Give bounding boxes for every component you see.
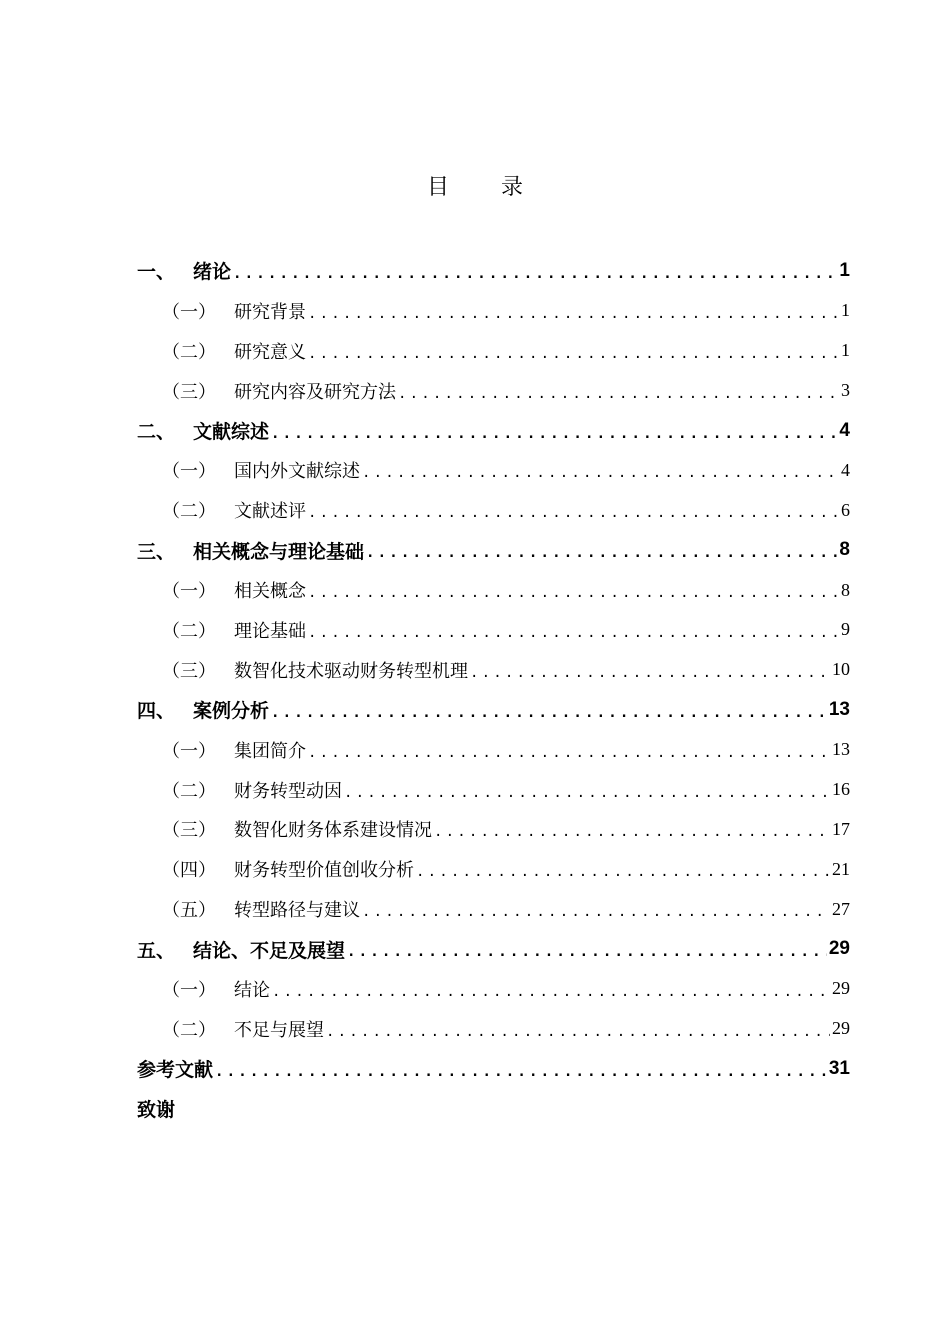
toc-dot-leader bbox=[308, 306, 839, 322]
toc-entry-page-number: 16 bbox=[832, 779, 850, 800]
toc-entry-label: 研究背景 bbox=[234, 301, 306, 323]
toc-entry-label: 致谢 bbox=[137, 1099, 176, 1122]
toc-entry-page-number: 6 bbox=[841, 499, 850, 520]
toc-entry-section[interactable] bbox=[137, 809, 850, 849]
toc-dot-leader bbox=[366, 545, 837, 561]
toc-entry-page-number: 9 bbox=[841, 619, 850, 640]
toc-entry-label: 相关概念 bbox=[234, 581, 306, 603]
toc-entry-number: （二） bbox=[162, 780, 216, 802]
toc-entry-label: 案例分析 bbox=[193, 700, 270, 723]
toc-entry-label: 相关概念与理论基础 bbox=[193, 540, 365, 563]
toc-dot-leader bbox=[308, 745, 830, 761]
toc-entry-label: 结论、不足及展望 bbox=[193, 939, 346, 962]
toc-entry-page-number: 29 bbox=[832, 978, 850, 999]
toc-entry-number: （一） bbox=[162, 740, 216, 762]
toc-entry-label: 结论 bbox=[234, 979, 270, 1001]
toc-entry-number: （三） bbox=[162, 660, 216, 682]
toc-entry-label: 研究内容及研究方法 bbox=[234, 381, 396, 403]
toc-entry-page-number: 1 bbox=[839, 259, 850, 281]
toc-entry-section[interactable] bbox=[137, 331, 850, 371]
toc-entry-section[interactable] bbox=[137, 610, 850, 650]
toc-entry-section[interactable] bbox=[137, 969, 850, 1009]
toc-dot-leader bbox=[308, 585, 839, 601]
toc-dot-leader bbox=[434, 824, 830, 840]
toc-entry-label: 集团简介 bbox=[234, 740, 306, 762]
toc-entry-number: （三） bbox=[162, 381, 216, 403]
toc-entry-label: 研究意义 bbox=[234, 341, 306, 363]
toc-entry-page-number: 13 bbox=[828, 698, 850, 720]
toc-entry-number: （一） bbox=[162, 461, 216, 483]
toc-dot-leader bbox=[362, 465, 839, 481]
toc-entry-section[interactable] bbox=[137, 770, 850, 810]
toc-entry-label: 国内外文献综述 bbox=[234, 461, 360, 483]
toc-dot-leader bbox=[233, 266, 837, 282]
toc-entry-number: （一） bbox=[162, 301, 216, 323]
toc-entry-section[interactable] bbox=[137, 490, 850, 530]
toc-dot-leader bbox=[344, 785, 830, 801]
toc-entry-section[interactable] bbox=[137, 1009, 850, 1049]
toc-entry-page-number: 17 bbox=[832, 818, 850, 839]
toc-dot-leader bbox=[470, 665, 830, 681]
toc-entry-label: 转型路径与建议 bbox=[234, 900, 360, 922]
toc-dot-leader bbox=[308, 505, 839, 521]
toc-dot-leader bbox=[362, 904, 830, 920]
toc-entry-label: 数智化技术驱动财务转型机理 bbox=[234, 660, 468, 682]
toc-entry-number: （二） bbox=[162, 1019, 216, 1041]
toc-entry-page-number: 29 bbox=[828, 938, 850, 960]
toc-entry-number: （四） bbox=[162, 860, 216, 882]
toc-entry-label: 财务转型价值创收分析 bbox=[234, 860, 414, 882]
toc-entry-section[interactable] bbox=[137, 371, 850, 411]
toc-entry-label: 文献综述 bbox=[193, 421, 270, 443]
toc-entry-label: 参考文献 bbox=[137, 1059, 214, 1082]
toc-entry-section[interactable] bbox=[137, 730, 850, 770]
toc-entry-chapter[interactable] bbox=[137, 530, 850, 570]
toc-entry-page-number: 29 bbox=[832, 1018, 850, 1039]
toc-entry-page-number: 8 bbox=[841, 579, 850, 600]
toc-entry-section[interactable] bbox=[137, 291, 850, 331]
toc-entry-label: 财务转型动因 bbox=[234, 780, 342, 802]
toc-entry-section[interactable] bbox=[137, 889, 850, 929]
toc-entry-label: 理论基础 bbox=[234, 620, 306, 642]
toc-dot-leader bbox=[271, 426, 837, 442]
toc-dot-leader bbox=[326, 1024, 830, 1040]
toc-title-char-1: 目 bbox=[426, 175, 449, 200]
toc-entry-page-number: 3 bbox=[841, 380, 850, 401]
toc-entry-page-number: 8 bbox=[839, 539, 850, 561]
toc-entry-chapter[interactable] bbox=[137, 411, 850, 451]
toc-entry-page-number: 21 bbox=[832, 858, 850, 879]
toc-entry-number: （二） bbox=[162, 341, 216, 363]
toc-entry-chapter[interactable] bbox=[137, 929, 850, 969]
toc-entry-chapter[interactable] bbox=[137, 251, 850, 291]
table-of-contents bbox=[137, 251, 850, 1129]
toc-entry-number: （二） bbox=[162, 620, 216, 642]
toc-entry-page-number: 1 bbox=[841, 300, 850, 321]
toc-entry-number: （三） bbox=[162, 820, 216, 842]
toc-entry-number: （二） bbox=[162, 501, 216, 523]
toc-entry-number: （一） bbox=[162, 979, 216, 1001]
toc-entry-label: 数智化财务体系建设情况 bbox=[234, 820, 432, 842]
toc-entry-page-number: 4 bbox=[839, 419, 850, 441]
toc-entry-chapter[interactable] bbox=[137, 690, 850, 730]
toc-entry-number: 五、 bbox=[137, 939, 176, 962]
toc-entry-number: 四、 bbox=[137, 700, 176, 723]
toc-entry-page-number: 27 bbox=[832, 898, 850, 919]
toc-dot-leader bbox=[215, 1064, 827, 1080]
toc-entry-number: （一） bbox=[162, 581, 216, 603]
toc-dot-leader bbox=[416, 864, 830, 880]
toc-entry-page-number: 4 bbox=[841, 459, 850, 480]
toc-entry-section[interactable] bbox=[137, 650, 850, 690]
toc-entry-section[interactable] bbox=[137, 450, 850, 490]
toc-entry-label: 绪论 bbox=[193, 261, 232, 284]
toc-entry-page-number: 1 bbox=[841, 340, 850, 361]
toc-dot-leader bbox=[308, 346, 839, 362]
toc-entry-section[interactable] bbox=[137, 849, 850, 889]
toc-entry-number: 二、 bbox=[137, 421, 176, 443]
toc-entry-number: （五） bbox=[162, 900, 216, 922]
toc-dot-leader bbox=[308, 625, 839, 641]
toc-dot-leader bbox=[272, 984, 830, 1000]
toc-title bbox=[0, 170, 950, 201]
toc-entry-chapter[interactable] bbox=[137, 1089, 850, 1129]
toc-dot-leader bbox=[347, 944, 827, 960]
toc-entry-section[interactable] bbox=[137, 570, 850, 610]
toc-entry-label: 不足与展望 bbox=[234, 1019, 324, 1041]
toc-dot-leader bbox=[271, 705, 827, 721]
toc-entry-page-number: 31 bbox=[828, 1057, 850, 1079]
toc-entry-number: 三、 bbox=[137, 540, 176, 563]
toc-title-char-2: 录 bbox=[501, 175, 524, 200]
toc-entry-label: 文献述评 bbox=[234, 501, 306, 523]
toc-entry-number: 一、 bbox=[137, 261, 176, 284]
toc-entry-page-number: 13 bbox=[832, 739, 850, 760]
toc-entry-page-number: 10 bbox=[832, 659, 850, 680]
toc-entry-chapter[interactable] bbox=[137, 1049, 850, 1089]
toc-dot-leader bbox=[398, 386, 839, 402]
